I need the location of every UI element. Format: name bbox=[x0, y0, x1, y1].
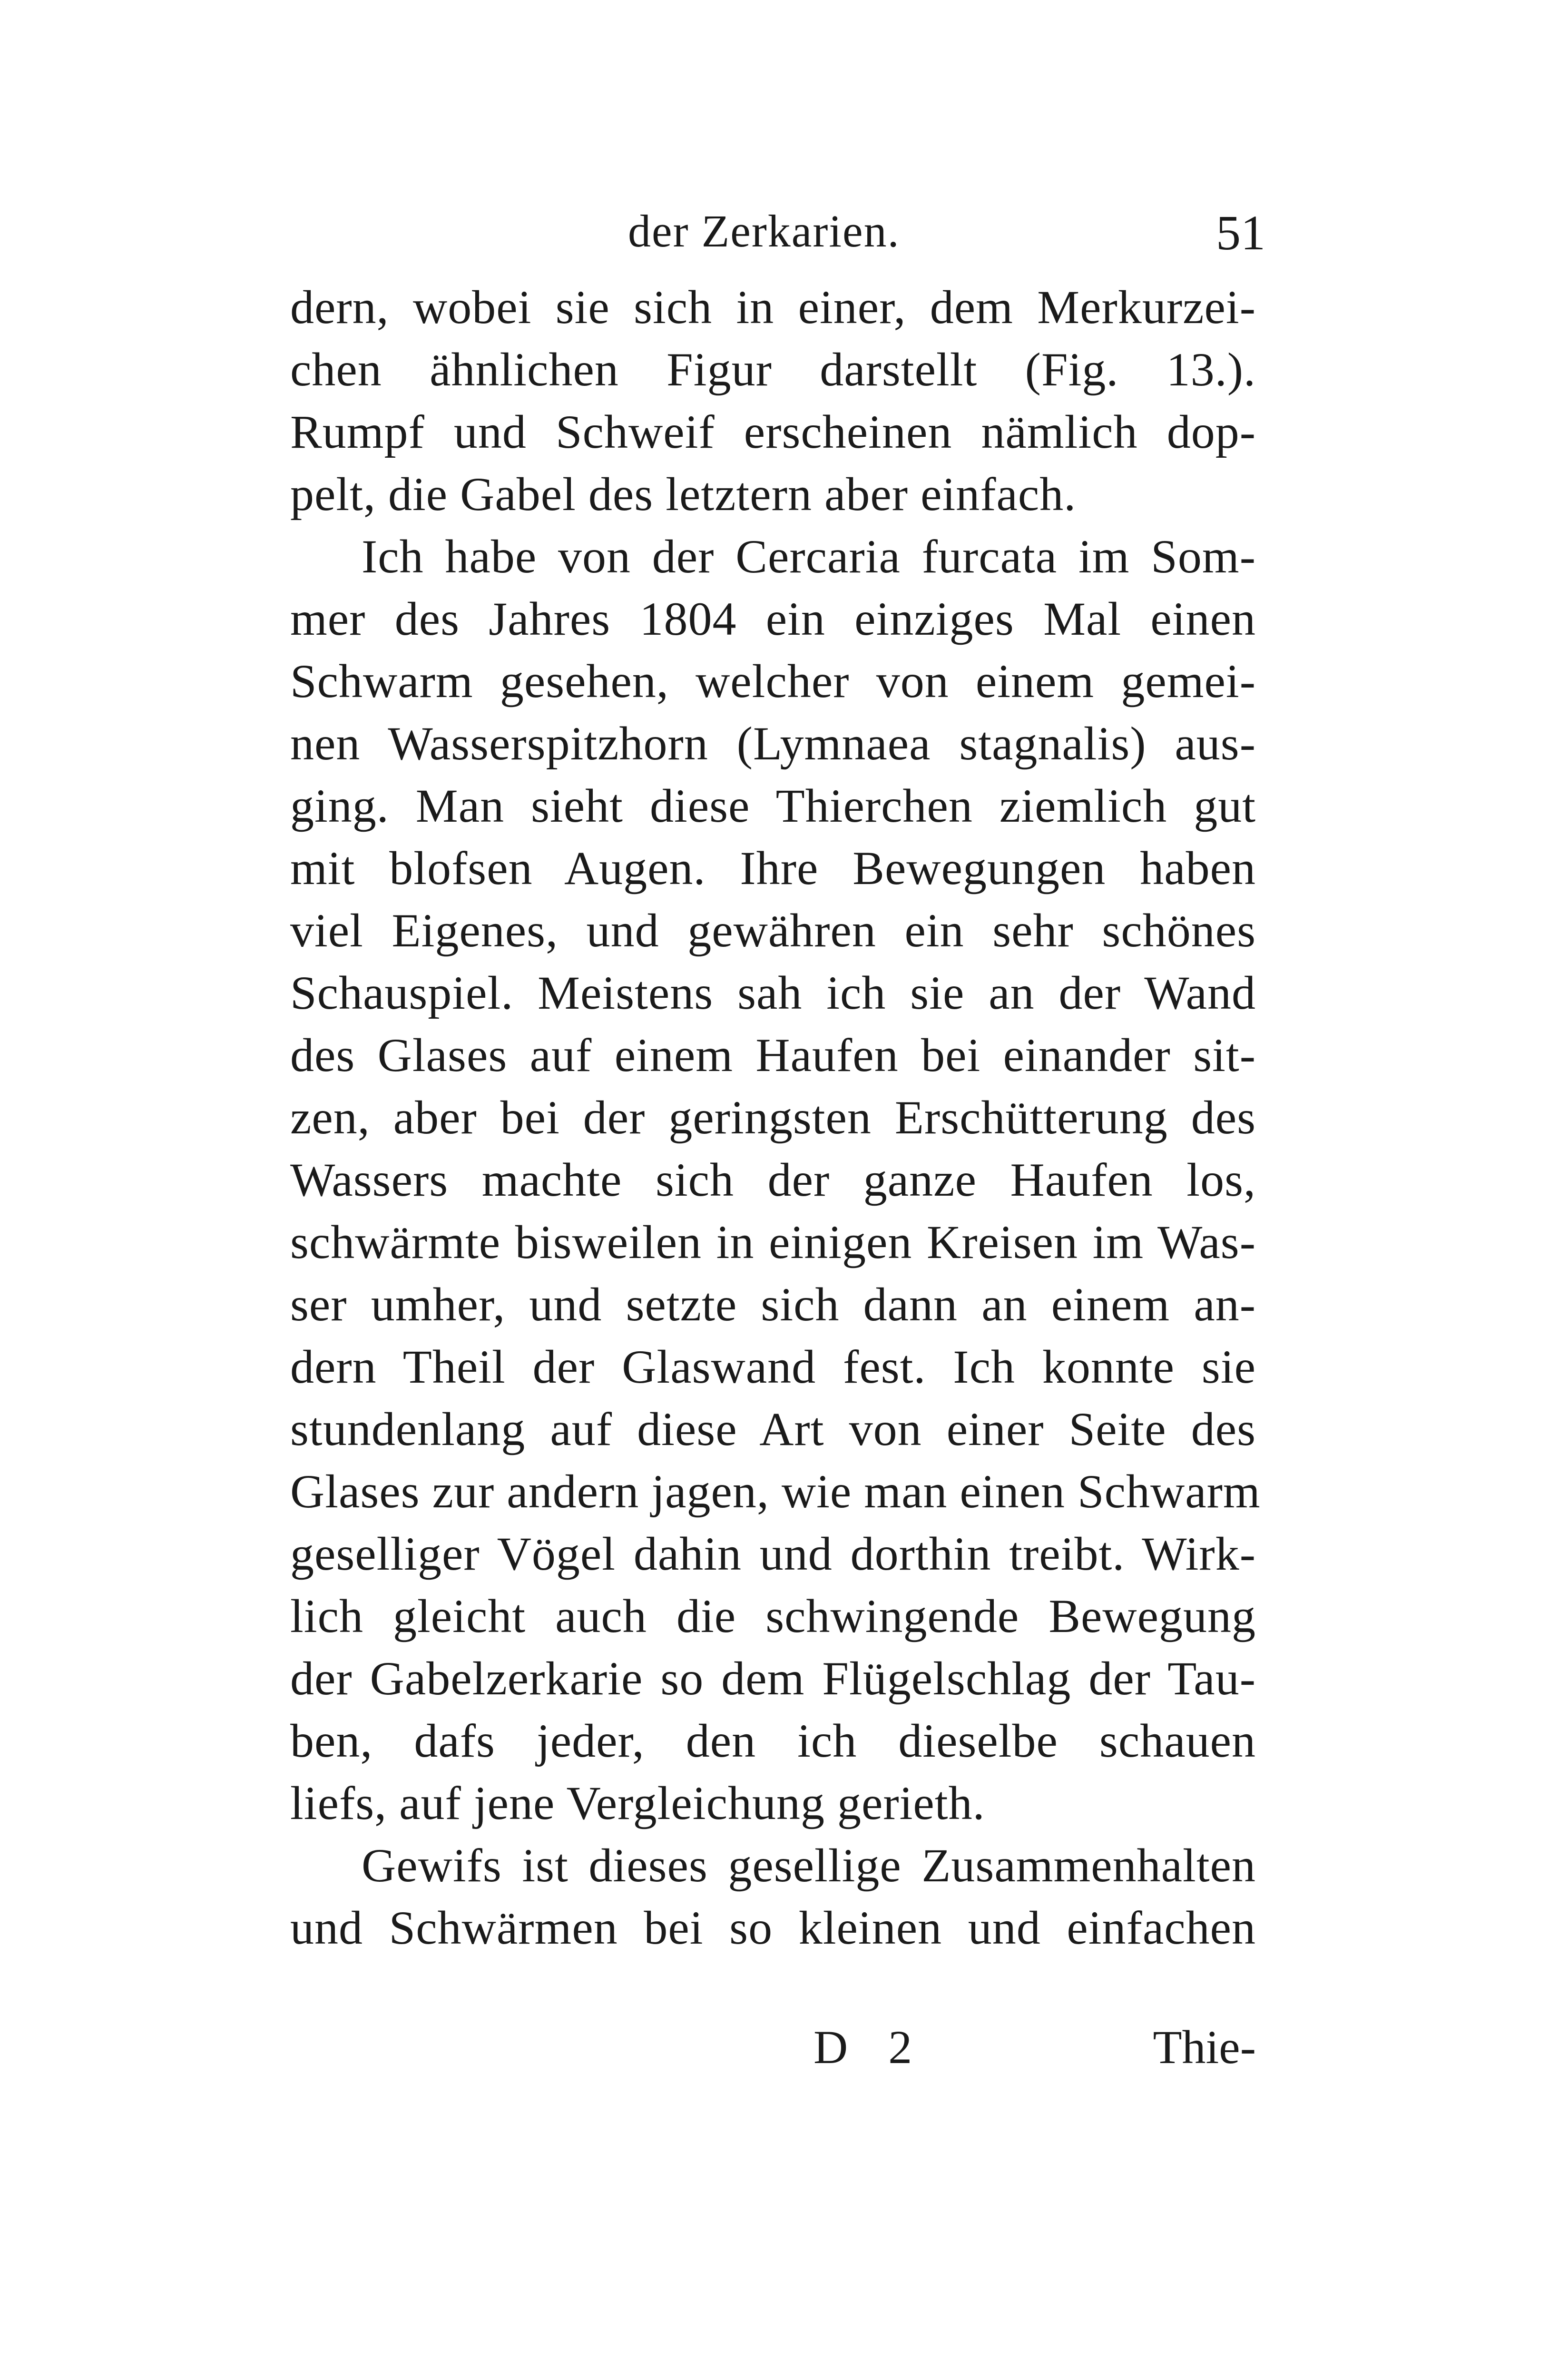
signature-mark: D 2 bbox=[813, 2021, 927, 2074]
text-line: ben, dafs jeder, den ich dieselbe schauen bbox=[290, 1714, 1256, 1767]
text-line: pelt, die Gabel des letztern aber einfach. bbox=[290, 468, 1077, 521]
text-line: Ich habe von der Cercaria furcata im Som- bbox=[362, 530, 1256, 583]
text-line: zen, aber bei der geringsten Erschütterung des bbox=[290, 1091, 1256, 1144]
text-line: lich gleicht auch die schwingende Bewegung bbox=[290, 1590, 1256, 1642]
text-line: nen Wasserspitzhorn (Lymnaea stagnalis) aus- bbox=[290, 717, 1256, 770]
catchword: Thie- bbox=[1153, 2021, 1256, 2074]
text-line: dern Theil der Glaswand fest. Ich konnte sie bbox=[290, 1340, 1256, 1393]
text-line: Rumpf und Schweif erscheinen nämlich dop- bbox=[290, 405, 1256, 458]
text-line: ser umher, und setzte sich dann an einem an- bbox=[290, 1278, 1256, 1331]
text-line: Gewifs ist dieses gesellige Zusammenhalten bbox=[362, 1839, 1256, 1892]
text-line: geselliger Vögel dahin und dorthin treibt. Wirk- bbox=[290, 1527, 1256, 1580]
text-line: Schwarm gesehen, welcher von einem gemei- bbox=[290, 655, 1256, 708]
text-line: und Schwärmen bei so kleinen und einfachen bbox=[290, 1901, 1256, 1954]
text-line: Glases zur andern jagen, wie man einen Schwarm bbox=[290, 1465, 1261, 1518]
text-line: ging. Man sieht diese Thierchen ziemlich gut bbox=[290, 779, 1256, 832]
text-line: viel Eigenes, und gewähren ein sehr schönes bbox=[290, 904, 1256, 957]
page-number: 51 bbox=[1216, 206, 1265, 260]
text-line: Schauspiel. Meistens sah ich sie an der Wand bbox=[290, 966, 1256, 1019]
text-line: mer des Jahres 1804 ein einziges Mal einen bbox=[290, 592, 1256, 645]
text-line: liefs, auf jene Vergleichung gerieth. bbox=[290, 1777, 985, 1829]
page-footer bbox=[290, 2020, 1256, 2082]
text-line: dern, wobei sie sich in einer, dem Merkurzei- bbox=[290, 281, 1256, 334]
text-line: des Glases auf einem Haufen bei einander sit- bbox=[290, 1029, 1256, 1081]
text-line: der Gabelzerkarie so dem Flügelschlag der Tau- bbox=[290, 1652, 1256, 1705]
text-line: Wassers machte sich der ganze Haufen los, bbox=[290, 1153, 1256, 1206]
text-line: stundenlang auf diese Art von einer Seite des bbox=[290, 1403, 1256, 1455]
page-header bbox=[285, 205, 1265, 262]
text-line: schwärmte bisweilen in einigen Kreisen im Was- bbox=[290, 1216, 1256, 1268]
text-line: chen ähnlichen Figur darstellt (Fig. 13.). bbox=[290, 343, 1256, 396]
running-title: der Zerkarien. bbox=[628, 206, 900, 256]
text-line: mit blofsen Augen. Ihre Bewegungen haben bbox=[290, 842, 1256, 895]
body-text bbox=[290, 276, 1261, 1959]
